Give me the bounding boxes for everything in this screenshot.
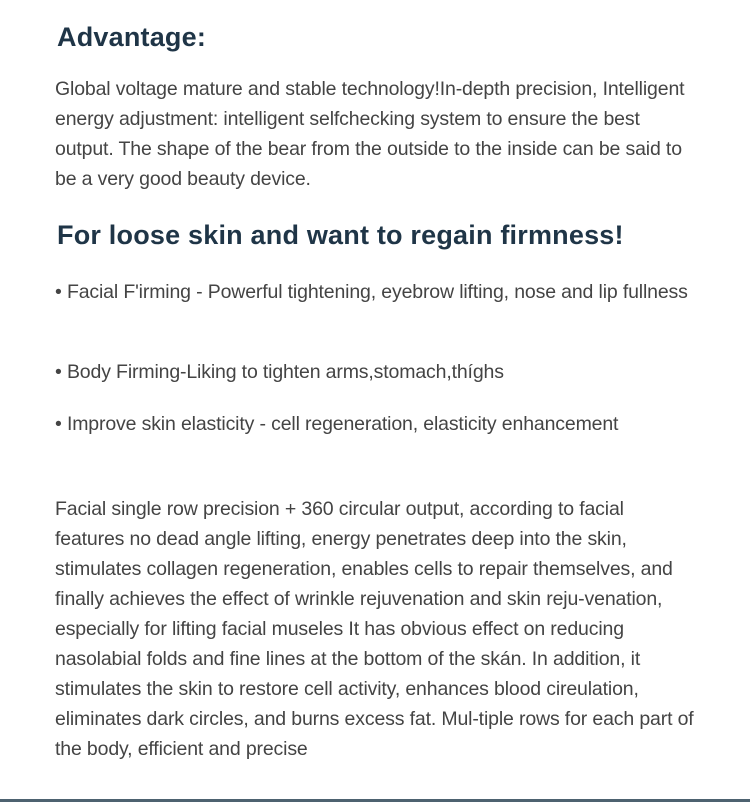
advantage-paragraph: Global voltage mature and stable technology!In-depth precision, Intelligent energy adjustment: intelligent selfchecking system to ensure the best output. The shape of the bear from the outside to the inside can be said to be a very good beauty device.: [55, 78, 685, 190]
facial-precision-paragraph: Facial single row precision + 360 circular output, according to facial features no dead angle lifting, energy penetrates deep into the skin, stimulates collagen regeneration, enables cells to repair themselves, and finally achieves the effect of wrinkle rejuvenation and skin reju-venation, especially for lifting facial museles It has obvious effect on reducing nasolabial folds and fine lines at the bottom of the skán. In addition, it stimulates the skin to restore cell activity, enhances blood cireulation, eliminates dark circles, and burns excess fat. Mul-tiple rows for each part of the body, efficient and precise: [55, 498, 694, 760]
bullet-facial-firming: • Facial F'irming - Powerful tightening, eyebrow lifting, nose and lip fullness: [55, 281, 688, 303]
bullet-skin-elasticity: • Improve skin elasticity - cell regeneration, elasticity enhancement: [55, 413, 619, 435]
firmness-heading: For loose skin and want to regain firmness!: [57, 220, 624, 250]
bullet-body-firming: • Body Firming-Liking to tighten arms,stomach,thíghs: [55, 361, 504, 383]
advantage-heading: Advantage:: [57, 22, 207, 52]
